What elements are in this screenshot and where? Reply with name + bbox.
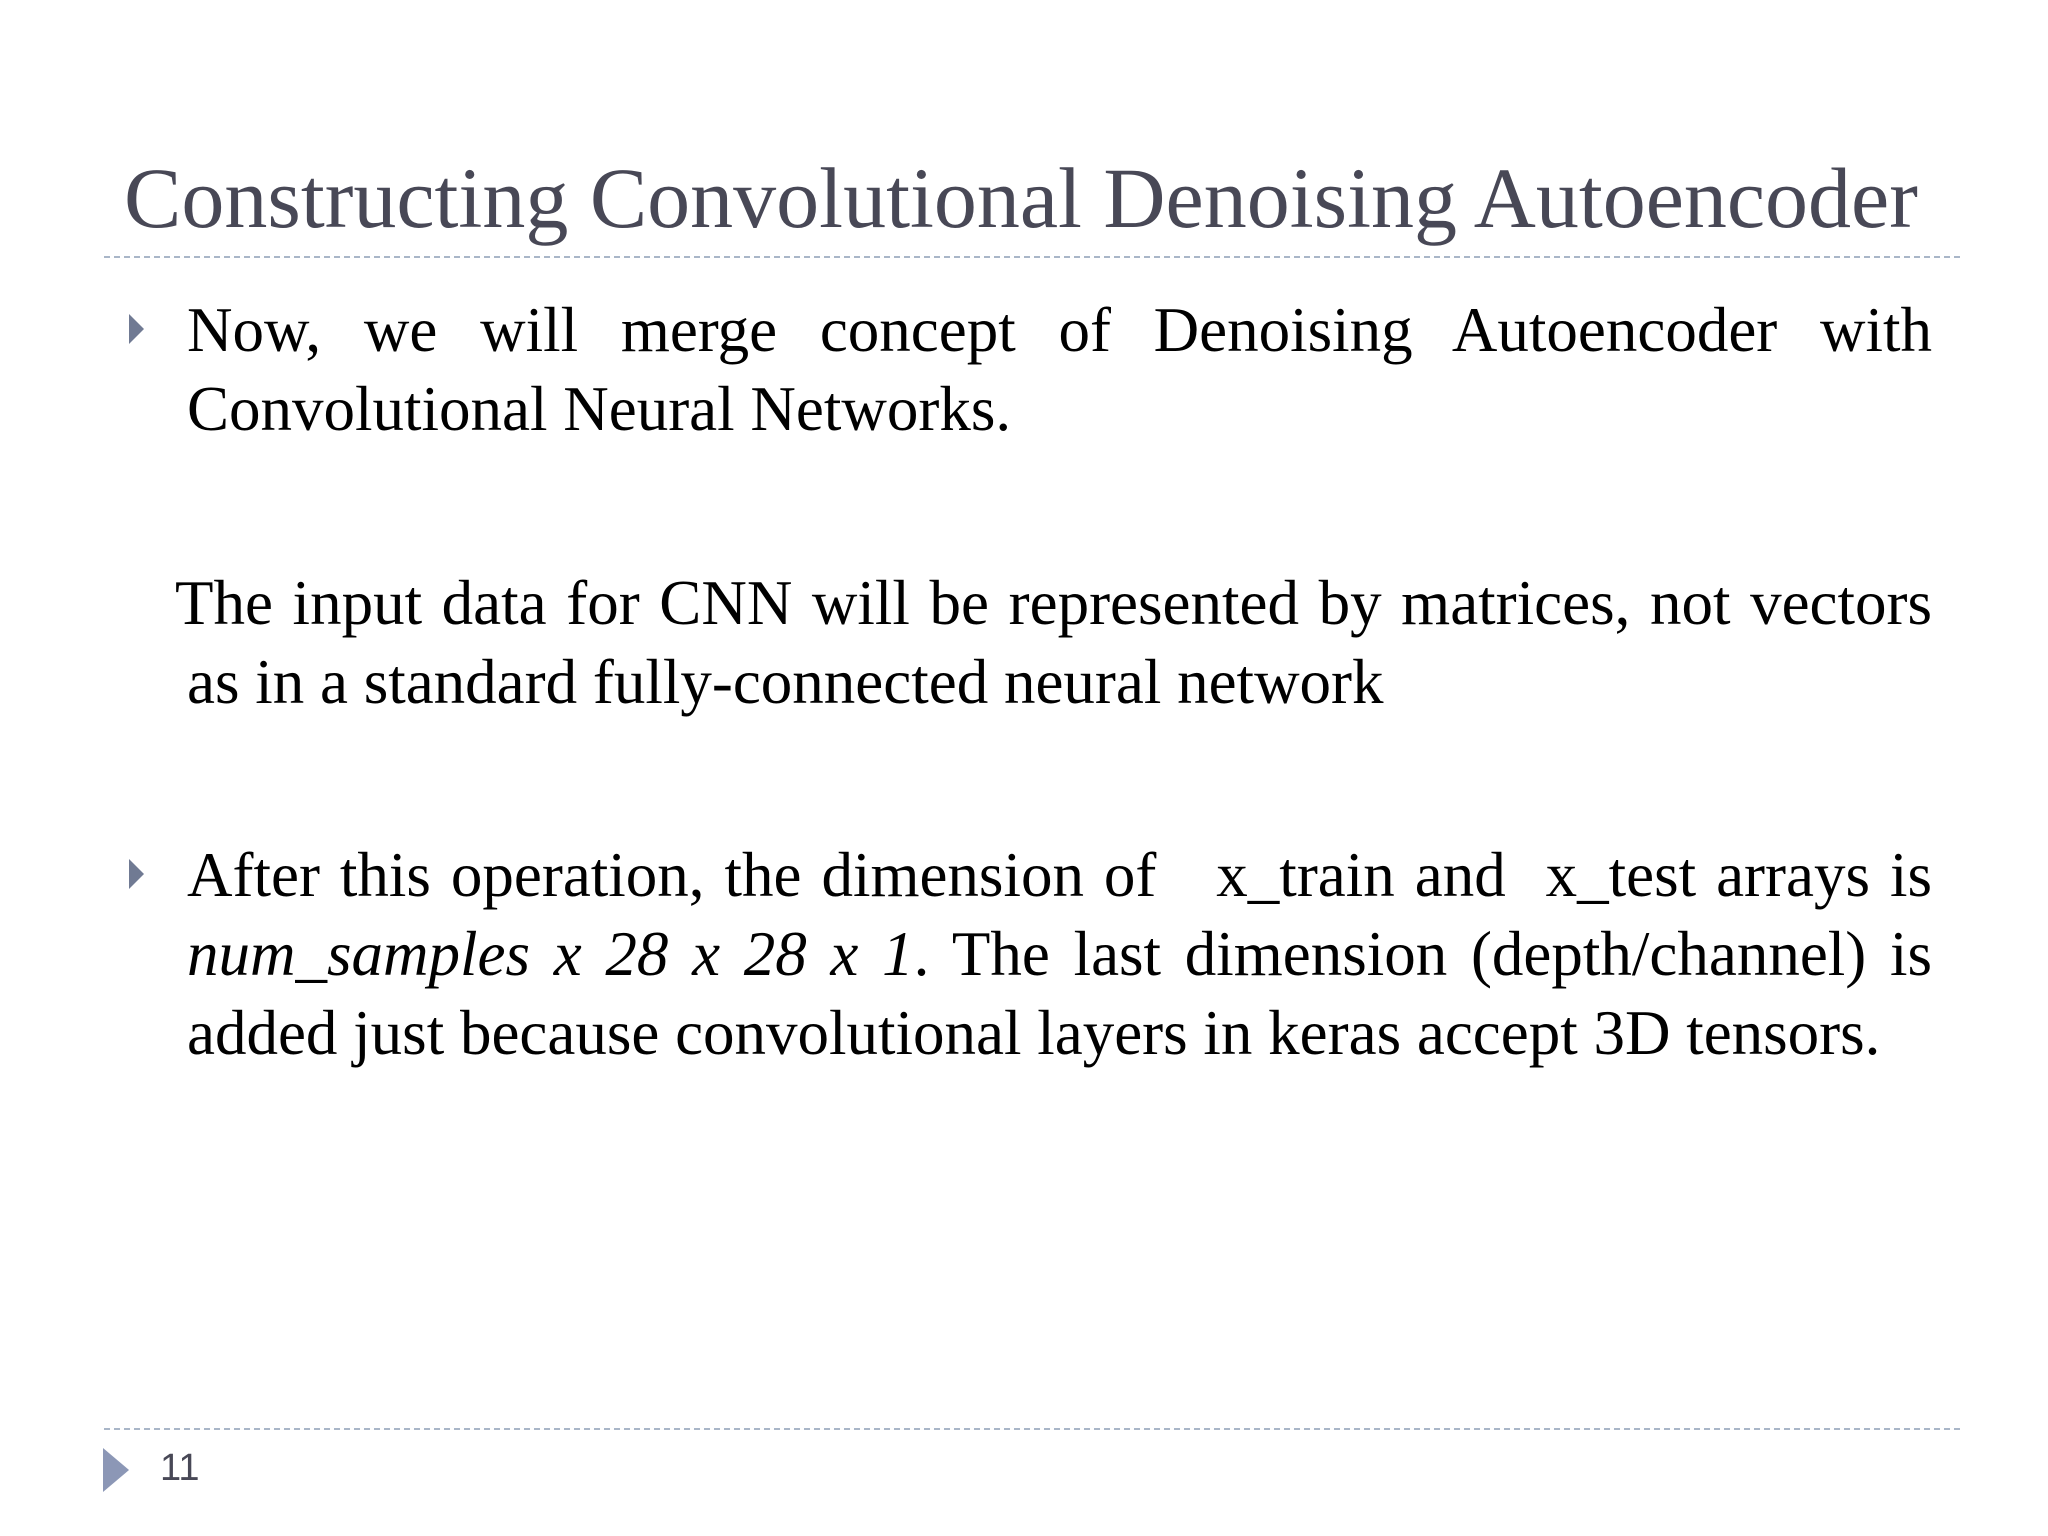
paragraph-input-data: The input data for CNN will be represented by matrices, not vectors as in a standard fully-connected neural network [175,568,1932,717]
dimension-text-before: After this operation, the dimension of x_train and x_test arrays is [187,840,1932,910]
bullet-triangle-icon [129,314,144,344]
footer-divider [104,1428,1960,1430]
bullet-paragraph-dimension [187,836,1932,1073]
slide-title: Constructing Convolutional Denoising Autoencoder [124,150,1918,246]
footer-triangle-icon [103,1448,129,1492]
title-divider [104,256,1960,258]
bullet-paragraph-merge-concept: Now, we will merge concept of Denoising Autoencoder with Convolutional Neural Networks. [187,295,1932,444]
dimension-text-after: . The last dimension (depth/channel) is added just because convolutional layers in keras accept 3D tensors. [187,919,1932,1068]
dimension-shape-italic: num_samples x 28 x 28 x 1 [187,919,914,989]
page-number: 11 [160,1447,200,1489]
bullet-triangle-icon [129,859,144,889]
